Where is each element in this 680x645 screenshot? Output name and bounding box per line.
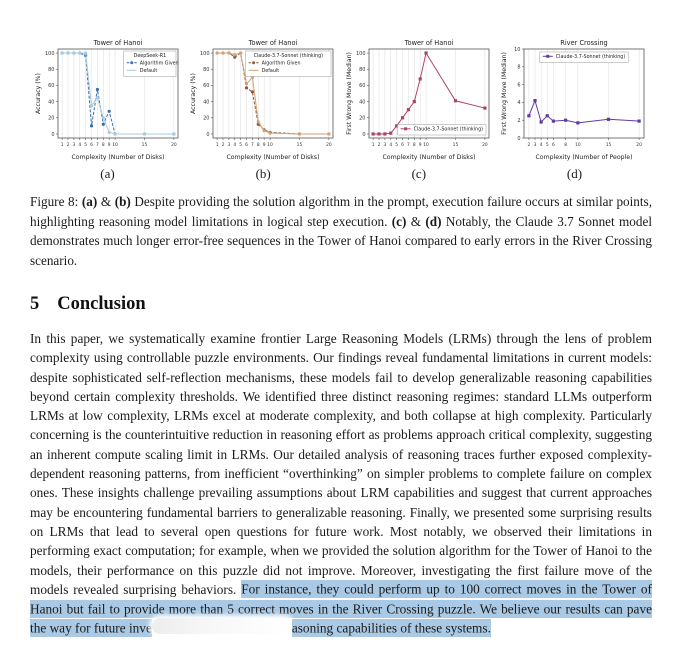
svg-text:15: 15 <box>452 143 459 148</box>
text-segment: & <box>97 194 115 209</box>
text-segment: Notably, the Claude 3.7 Sonnet model demonstrates much longer error-free sequences in the Tower of Hanoi compared to early errors in the River Crossing scenario. <box>30 213 652 268</box>
svg-text:2: 2 <box>527 143 531 148</box>
figure-8-charts <box>30 36 652 182</box>
chart-a-sublabel: (a) <box>100 166 115 181</box>
svg-text:Claude-3.7-Sonnet (thinking): Claude-3.7-Sonnet (thinking) <box>556 55 626 60</box>
svg-text:6: 6 <box>245 143 249 148</box>
svg-text:5: 5 <box>395 143 398 148</box>
svg-text:20: 20 <box>47 115 54 122</box>
svg-text:0: 0 <box>517 135 521 142</box>
svg-text:20: 20 <box>326 143 332 148</box>
svg-text:Tower of Hanoi: Tower of Hanoi <box>248 39 298 47</box>
svg-text:3: 3 <box>71 143 75 148</box>
text-segment: (d) <box>425 213 442 229</box>
svg-text:Algorithm Given: Algorithm Given <box>261 61 301 67</box>
svg-text:Complexity (Number of Disks): Complexity (Number of Disks) <box>70 154 165 161</box>
chart-d-plot <box>499 36 649 162</box>
svg-text:Accuracy (%): Accuracy (%) <box>34 73 42 114</box>
svg-text:4: 4 <box>517 100 521 107</box>
section-heading <box>30 294 652 315</box>
svg-text:5: 5 <box>546 143 550 148</box>
svg-text:4: 4 <box>389 143 392 148</box>
chart-d-sublabel: (d) <box>566 166 583 181</box>
svg-text:9: 9 <box>107 143 111 148</box>
svg-text:100: 100 <box>355 50 366 57</box>
text-segment: (a) <box>81 194 98 209</box>
svg-text:80: 80 <box>358 67 366 74</box>
text-segment: Figure 8: <box>30 194 82 209</box>
svg-text:20: 20 <box>481 143 488 148</box>
svg-text:3: 3 <box>227 143 231 148</box>
svg-text:20: 20 <box>203 115 210 122</box>
svg-text:2: 2 <box>221 143 225 148</box>
svg-text:40: 40 <box>203 99 210 106</box>
svg-text:4: 4 <box>540 143 544 148</box>
svg-text:8: 8 <box>101 143 105 148</box>
section-number: 5 <box>30 294 40 314</box>
chart-b <box>186 36 341 182</box>
svg-text:80: 80 <box>47 67 54 74</box>
text-segment: In this paper, we systematically examine frontier Large Reasoning Models (LRMs) through the lens of problem complexity using controllable puzzle environments. Our findings reveal fundamental limitations in current models: despite sophisticated self-reflection mechanisms, these models fail to develop generalizable reasoning capabilities beyond certain complexity thresholds. We identified three distinct reasoning regimes: standard LLMs outperform LRMs at low complexity, LRMs excel at moderate complexity, and both collapse at high complexity. Particularly concerning is the counterintuitive reduction in reasoning effort as problems approach critical complexity, suggesting an inherent compute scaling limit in LRMs. Our detailed analysis of reasoning traces further exposed complexity-dependent reasoning patterns, from inefficient “overthinking” on simpler problems to complete failure on complex ones. These insights challenge prevailing assumptions about LRM capabilities and suggest that current approaches may be encountering fundamental barriers to generalizable reasoning. Finally, we presented some surprising results on LRMs that lead to several open questions for future work. Most notably, we observed their limitations in performing exact computation; for example, when we provided the solution algorithm for the Tower of Hanoi to the models, their performance on this puzzle did not improve. Moreover, investigating the first failure move of the models revealed surprising behaviors. <box>30 331 652 597</box>
svg-text:10: 10 <box>267 143 274 148</box>
svg-text:6: 6 <box>400 143 404 148</box>
section-title: Conclusion <box>57 294 146 314</box>
svg-text:Complexity (Number of Disks): Complexity (Number of Disks) <box>226 154 320 161</box>
svg-text:8: 8 <box>412 143 416 148</box>
svg-text:0: 0 <box>50 131 54 138</box>
svg-text:1: 1 <box>215 143 219 148</box>
svg-text:10: 10 <box>423 143 429 148</box>
text-segment: (b) <box>114 194 131 209</box>
svg-text:15: 15 <box>296 143 303 148</box>
svg-text:9: 9 <box>418 143 422 148</box>
svg-text:8: 8 <box>257 143 260 148</box>
text-segment: Despite providing the solution algorithm in the prompt, execution failure occurs at similar points, highlighting reasoning model limitations in logical step execution. <box>30 194 652 229</box>
svg-text:100: 100 <box>200 50 210 57</box>
svg-text:Algorithm Given: Algorithm Given <box>139 61 179 67</box>
conclusion-paragraph <box>30 329 652 638</box>
svg-text:60: 60 <box>47 83 54 90</box>
svg-text:20: 20 <box>636 143 643 148</box>
svg-text:6: 6 <box>517 82 521 89</box>
svg-text:0: 0 <box>362 131 366 138</box>
svg-text:3: 3 <box>383 143 387 148</box>
svg-text:3: 3 <box>534 143 537 148</box>
text-segment: asoning capabilities of these systems. <box>291 620 491 636</box>
svg-text:Default: Default <box>261 69 280 74</box>
svg-text:2: 2 <box>66 143 69 148</box>
chart-c-plot <box>344 36 494 162</box>
chart-b-sublabel: (b) <box>255 166 271 181</box>
svg-text:100: 100 <box>44 50 54 57</box>
svg-text:1: 1 <box>371 143 375 148</box>
svg-text:7: 7 <box>406 143 410 148</box>
svg-text:20: 20 <box>170 143 177 148</box>
svg-text:5: 5 <box>239 143 243 148</box>
svg-text:2: 2 <box>517 118 521 124</box>
text-segment: (c) <box>391 213 407 229</box>
svg-text:Claude-3.7-Sonnet (thinking): Claude-3.7-Sonnet (thinking) <box>413 127 483 133</box>
svg-text:10: 10 <box>575 143 582 148</box>
svg-text:15: 15 <box>141 143 147 148</box>
svg-text:7: 7 <box>95 143 99 148</box>
svg-text:1: 1 <box>60 143 64 148</box>
smudge-redaction <box>152 618 292 634</box>
svg-text:Complexity (Number of People): Complexity (Number of People) <box>535 154 633 161</box>
svg-text:40: 40 <box>358 99 366 106</box>
svg-text:0: 0 <box>206 131 210 138</box>
svg-text:15: 15 <box>606 143 612 148</box>
svg-text:60: 60 <box>203 83 210 90</box>
chart-a-plot <box>33 36 183 162</box>
chart-b-plot <box>188 36 338 162</box>
svg-text:7: 7 <box>251 143 254 148</box>
svg-text:6: 6 <box>552 143 556 148</box>
svg-text:10: 10 <box>111 143 118 148</box>
svg-text:8: 8 <box>517 64 521 71</box>
svg-text:4: 4 <box>77 143 81 148</box>
svg-text:2: 2 <box>377 143 381 148</box>
figure-caption <box>30 192 652 270</box>
svg-text:5: 5 <box>83 143 87 148</box>
svg-text:Tower of Hanoi: Tower of Hanoi <box>93 39 142 47</box>
svg-text:6: 6 <box>89 143 93 148</box>
chart-c <box>341 36 496 182</box>
svg-text:Complexity (Number of Disks): Complexity (Number of Disks) <box>382 154 476 161</box>
svg-text:40: 40 <box>47 99 54 106</box>
svg-text:Accuracy (%): Accuracy (%) <box>190 73 198 114</box>
svg-text:80: 80 <box>203 67 210 74</box>
svg-text:First Wrong Move (Median): First Wrong Move (Median) <box>345 52 353 135</box>
svg-text:60: 60 <box>358 83 366 90</box>
svg-text:Default: Default <box>139 69 157 74</box>
chart-a <box>30 36 185 182</box>
svg-text:River Crossing: River Crossing <box>560 39 609 47</box>
svg-text:10: 10 <box>514 46 521 53</box>
svg-text:First Wrong Move (Median): First Wrong Move (Median) <box>501 52 509 135</box>
svg-text:9: 9 <box>262 143 266 148</box>
text-segment: & <box>406 213 426 229</box>
chart-d <box>497 36 652 182</box>
chart-c-sublabel: (c) <box>411 166 427 181</box>
svg-text:4: 4 <box>233 143 237 148</box>
svg-text:Tower of Hanoi: Tower of Hanoi <box>404 39 454 47</box>
text-segment: For instance, they could perform up to 100 correct moves in the Tower of Hanoi but fail to provide more than 5 correct moves in the River Crossing puzzle. We believe our results can pave the way for future inve <box>30 581 652 636</box>
svg-text:8: 8 <box>564 143 568 148</box>
svg-text:Claude-3.7-Sonnet (thinking): Claude-3.7-Sonnet (thinking) <box>253 54 324 59</box>
svg-text:20: 20 <box>358 115 366 122</box>
svg-text:DeepSeek-R1: DeepSeek-R1 <box>133 54 166 59</box>
